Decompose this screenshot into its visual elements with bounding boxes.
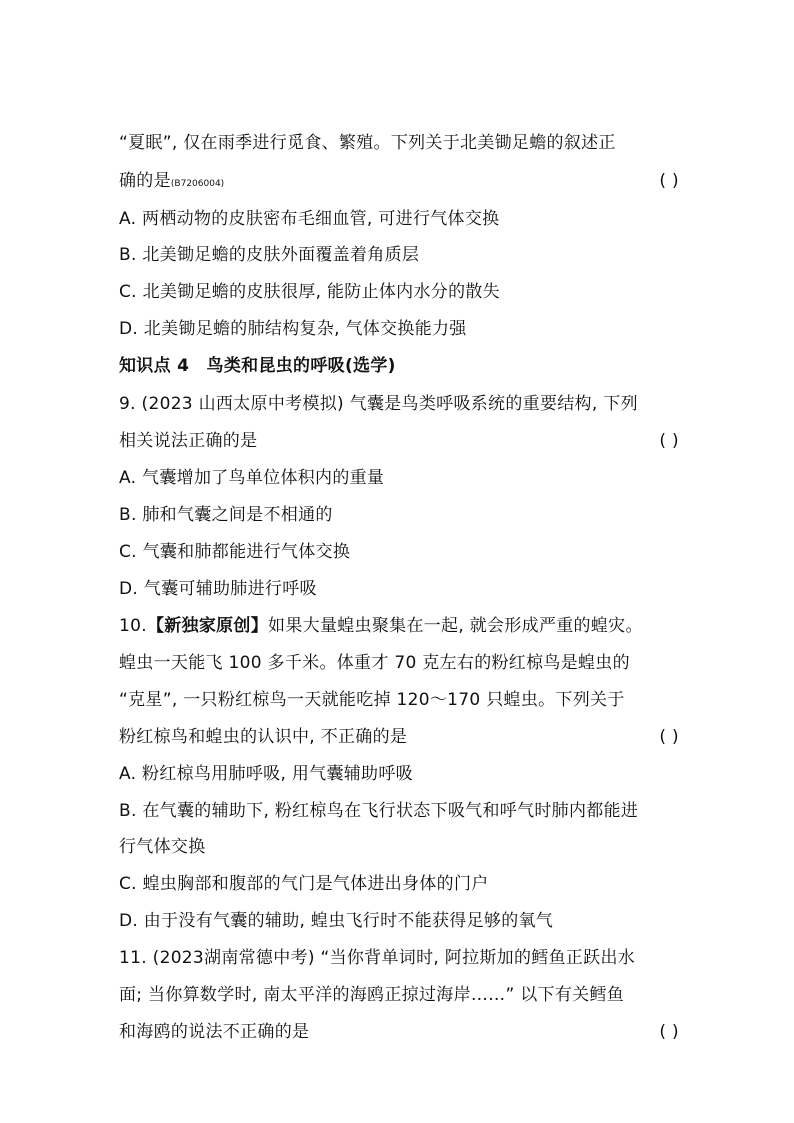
q10-option-c: C. 蝗虫胸部和腹部的气门是气体进出身体的门户 xyxy=(119,874,489,894)
q11-answer-paren: ( ) xyxy=(659,1022,679,1042)
q8-option-a: A. 两栖动物的皮肤密布毛细血管, 可进行气体交换 xyxy=(119,209,500,229)
q9-option-c: C. 气囊和肺都能进行气体交换 xyxy=(119,542,351,562)
q9-option-d: D. 气囊可辅助肺进行呼吸 xyxy=(119,579,317,599)
q10-answer-paren: ( ) xyxy=(659,727,679,747)
q10-stem-line2: 蝗虫一天能飞 100 多千米。体重才 70 克左右的粉红椋鸟是蝗虫的 xyxy=(119,653,630,673)
q9-stem-text: 相关说法正确的是 xyxy=(119,431,258,451)
q10-option-b-line2: 行气体交换 xyxy=(119,837,206,857)
q11-stem-line3 xyxy=(119,1021,679,1043)
q10-option-d: D. 由于没有气囊的辅助, 蝗虫飞行时不能获得足够的氧气 xyxy=(119,911,554,931)
section-heading: 知识点 4 鸟类和昆虫的呼吸(选学) xyxy=(119,356,396,376)
q10-number: 10. xyxy=(119,616,147,636)
q9-answer-paren: ( ) xyxy=(659,431,679,451)
q8-option-d: D. 北美锄足蟾的肺结构复杂, 气体交换能力强 xyxy=(119,319,467,339)
q10-stem-text: 如果大量蝗虫聚集在一起, 就会形成严重的蝗灾。 xyxy=(268,616,643,636)
q9-stem-line2 xyxy=(119,430,679,452)
q8-stem-line2 xyxy=(119,170,679,195)
q10-stem-line4 xyxy=(119,726,679,748)
q10-tag: 【新独家原创】 xyxy=(146,616,269,636)
q8-stem-line1: “夏眠”, 仅在雨季进行觅食、繁殖。下列关于北美锄足蟾的叙述正 xyxy=(119,133,616,153)
q11-stem-line1: 11. (2023湖南常德中考) “当你背单词时, 阿拉斯加的鳕鱼正跃出水 xyxy=(119,948,636,968)
q8-code: (B7206004) xyxy=(170,179,225,189)
q8-answer-paren: ( ) xyxy=(659,171,679,191)
q10-option-b-line1: B. 在气囊的辅助下, 粉红椋鸟在飞行状态下吸气和呼气时肺内都能进 xyxy=(119,801,639,821)
q11-stem-line2: 面; 当你算数学时, 南太平洋的海鸥正掠过海岸……” 以下有关鳕鱼 xyxy=(119,985,625,1005)
q11-stem-text: 和海鸥的说法不正确的是 xyxy=(119,1022,310,1042)
q9-stem-line1: 9. (2023 山西太原中考模拟) 气囊是鸟类呼吸系统的重要结构, 下列 xyxy=(119,394,638,414)
q10-stem-line1 xyxy=(119,615,679,637)
q8-option-c: C. 北美锄足蟾的皮肤很厚, 能防止体内水分的散失 xyxy=(119,282,500,302)
q9-option-a: A. 气囊增加了鸟单位体积内的重量 xyxy=(119,468,385,488)
q10-stem-line3: “克星”, 一只粉红椋鸟一天就能吃掉 120～170 只蝗虫。下列关于 xyxy=(119,690,625,710)
q10-option-a: A. 粉红椋鸟用肺呼吸, 用气囊辅助呼吸 xyxy=(119,764,413,784)
q10-stem-text-4: 粉红椋鸟和蝗虫的认识中, 不正确的是 xyxy=(119,727,408,747)
q8-stem-text: 确的是 xyxy=(119,171,171,191)
q8-option-b: B. 北美锄足蟾的皮肤外面覆盖着角质层 xyxy=(119,245,420,265)
q9-option-b: B. 肺和气囊之间是不相通的 xyxy=(119,505,333,525)
